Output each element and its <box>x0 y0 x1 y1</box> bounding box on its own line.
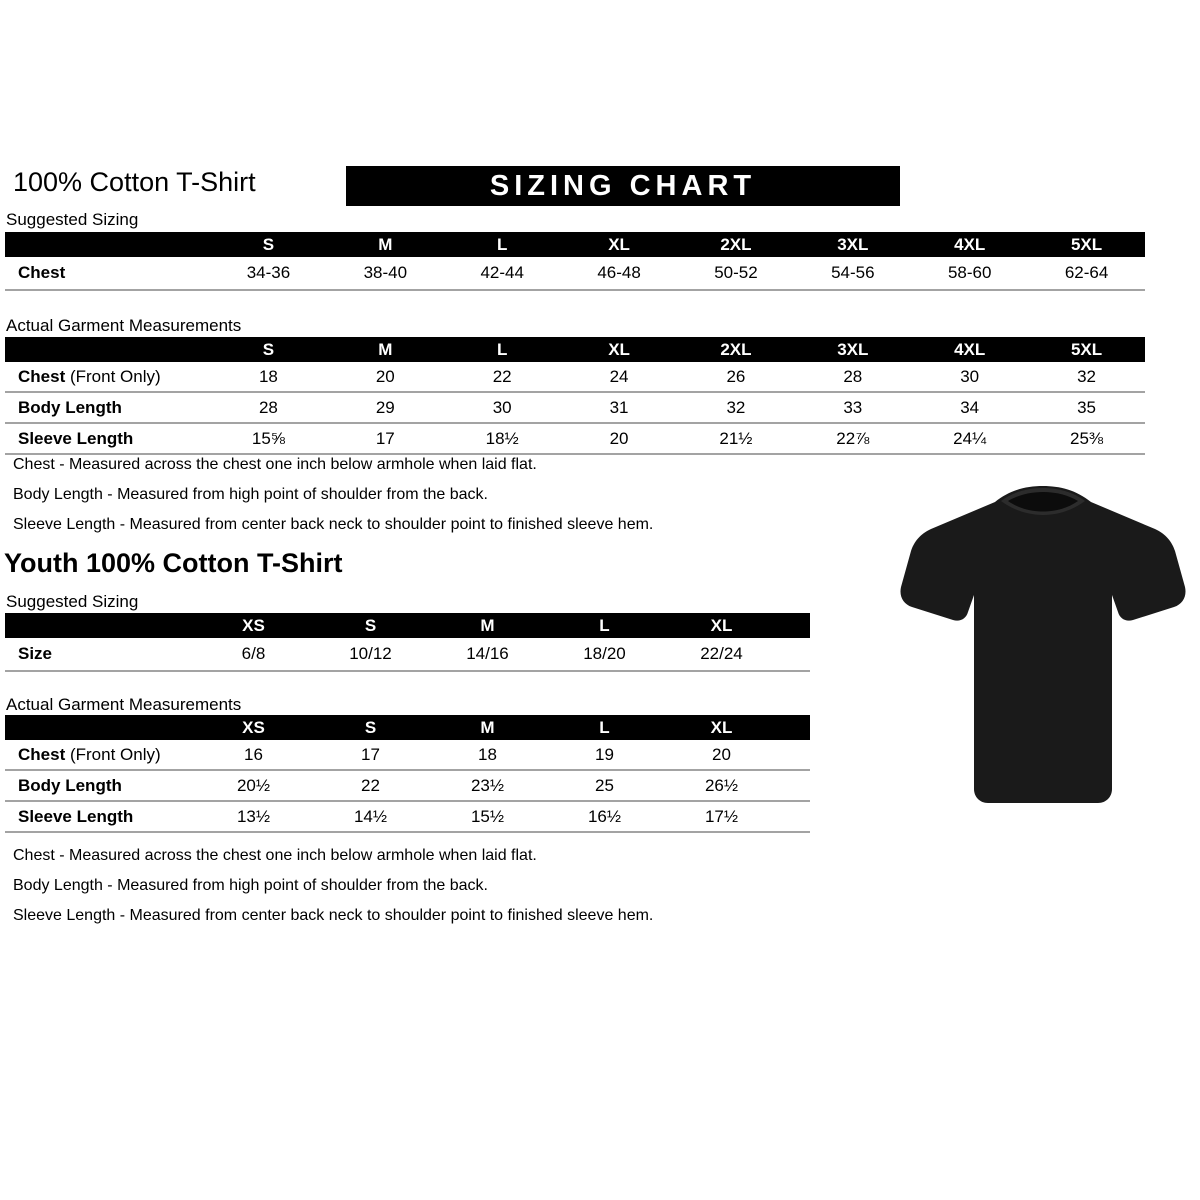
size-header-row <box>5 715 810 740</box>
size-header-row <box>5 337 1145 362</box>
tshirt-graphic <box>898 477 1188 817</box>
measurement-note: Sleeve Length - Measured from center back neck to shoulder point to finished sleeve hem. <box>13 907 654 924</box>
cell: 22⅞ <box>794 423 911 454</box>
cell: 22/24 <box>663 638 780 671</box>
measurement-note: Body Length - Measured from high point of shoulder from the back. <box>13 486 488 503</box>
cell <box>780 638 810 671</box>
cell: 21½ <box>678 423 795 454</box>
cell: 18 <box>210 362 327 392</box>
row-label <box>5 770 195 801</box>
cell: 25 <box>546 770 663 801</box>
row-label-bold: Sleeve Length <box>18 428 134 448</box>
size-col-header: 2XL <box>678 232 795 257</box>
size-col-header: XL <box>663 613 780 638</box>
size-col-header: XS <box>195 715 312 740</box>
cell: 58-60 <box>911 257 1028 290</box>
sizing-chart-banner: SIZING CHART <box>346 166 900 206</box>
measurement-note: Chest - Measured across the chest one inch below armhole when laid flat. <box>13 456 537 473</box>
cell: 28 <box>210 392 327 423</box>
row-label-bold: Size <box>18 644 53 663</box>
size-col-header: L <box>546 613 663 638</box>
cell: 33 <box>794 392 911 423</box>
cell: 31 <box>561 392 678 423</box>
row-label-bold: Chest <box>18 263 66 282</box>
cell: 23½ <box>429 770 546 801</box>
size-col-header: XL <box>663 715 780 740</box>
cell <box>780 801 810 832</box>
header-spacer <box>5 715 195 740</box>
size-col-header: 4XL <box>911 337 1028 362</box>
size-col-header: 3XL <box>794 232 911 257</box>
size-col-header: L <box>546 715 663 740</box>
size-col-header: M <box>327 232 444 257</box>
size-col-header: S <box>312 613 429 638</box>
adult-section-title: 100% Cotton T-Shirt <box>13 167 256 197</box>
size-col-header: XL <box>561 337 678 362</box>
cell: 20 <box>327 362 444 392</box>
size-col-header: XS <box>195 613 312 638</box>
size-col-header: 4XL <box>911 232 1028 257</box>
youth-suggested-table <box>5 613 810 672</box>
row-label-bold: Chest <box>18 744 66 764</box>
cell: 34-36 <box>210 257 327 290</box>
measurement-note: Sleeve Length - Measured from center back neck to shoulder point to finished sleeve hem. <box>13 516 654 533</box>
adult-actual-label: Actual Garment Measurements <box>6 316 242 335</box>
measurement-note: Body Length - Measured from high point of shoulder from the back. <box>13 877 488 894</box>
cell: 6/8 <box>195 638 312 671</box>
size-col-header: 5XL <box>1028 337 1145 362</box>
cell: 20½ <box>195 770 312 801</box>
cell: 46-48 <box>561 257 678 290</box>
youth-suggested-label: Suggested Sizing <box>6 592 139 611</box>
cell: 35 <box>1028 392 1145 423</box>
size-col-header: L <box>444 232 561 257</box>
youth-section-title: Youth 100% Cotton T-Shirt <box>4 548 343 578</box>
cell: 25⅜ <box>1028 423 1145 454</box>
header-spacer <box>5 337 210 362</box>
youth-actual-label: Actual Garment Measurements <box>6 695 242 714</box>
row-label <box>5 392 210 423</box>
cell: 10/12 <box>312 638 429 671</box>
size-col-header: XL <box>561 232 678 257</box>
cell: 30 <box>444 392 561 423</box>
size-col-header: 5XL <box>1028 232 1145 257</box>
size-header-row <box>5 613 810 638</box>
row-label-suffix: (Front Only) <box>65 744 161 764</box>
cell <box>780 770 810 801</box>
size-col-header: S <box>312 715 429 740</box>
size-col-header: S <box>210 232 327 257</box>
row-label <box>5 362 210 392</box>
size-col-header: 2XL <box>678 337 795 362</box>
size-col-header: M <box>429 613 546 638</box>
cell: 14½ <box>312 801 429 832</box>
adult-suggested-label: Suggested Sizing <box>6 210 139 229</box>
size-col-header: 3XL <box>794 337 911 362</box>
cell: 17 <box>312 740 429 770</box>
table-row <box>5 801 810 832</box>
cell: 42-44 <box>444 257 561 290</box>
adult-actual-table <box>5 337 1145 455</box>
tshirt-body <box>900 486 1185 803</box>
youth-measurement-notes <box>13 841 653 931</box>
header-spacer <box>5 613 195 638</box>
cell: 20 <box>561 423 678 454</box>
row-label-bold: Chest <box>18 366 66 386</box>
table-row <box>5 740 810 770</box>
cell: 24 <box>561 362 678 392</box>
row-label <box>5 740 195 770</box>
size-col-header: L <box>444 337 561 362</box>
row-label-bold: Sleeve Length <box>18 806 134 826</box>
cell: 26 <box>678 362 795 392</box>
size-col-header: M <box>327 337 444 362</box>
header-spacer <box>780 715 810 740</box>
cell: 18 <box>429 740 546 770</box>
cell: 32 <box>1028 362 1145 392</box>
table-row <box>5 257 1145 290</box>
size-col-header: S <box>210 337 327 362</box>
row-label-bold: Body Length <box>18 397 122 417</box>
cell: 24¼ <box>911 423 1028 454</box>
cell: 20 <box>663 740 780 770</box>
cell: 26½ <box>663 770 780 801</box>
row-label <box>5 801 195 832</box>
cell: 50-52 <box>678 257 795 290</box>
cell: 54-56 <box>794 257 911 290</box>
cell: 32 <box>678 392 795 423</box>
header-spacer <box>780 613 810 638</box>
row-label-bold: Body Length <box>18 775 122 795</box>
cell <box>780 740 810 770</box>
cell: 15½ <box>429 801 546 832</box>
measurement-note: Chest - Measured across the chest one inch below armhole when laid flat. <box>13 847 537 864</box>
cell: 28 <box>794 362 911 392</box>
cell: 16 <box>195 740 312 770</box>
youth-actual-table <box>5 715 810 833</box>
cell: 19 <box>546 740 663 770</box>
table-row <box>5 638 810 671</box>
table-row <box>5 362 1145 392</box>
table-row <box>5 770 810 801</box>
row-label <box>5 638 195 671</box>
adult-measurement-notes <box>13 450 653 540</box>
cell: 17½ <box>663 801 780 832</box>
cell: 22 <box>312 770 429 801</box>
table-row <box>5 392 1145 423</box>
cell: 34 <box>911 392 1028 423</box>
cell: 17 <box>327 423 444 454</box>
cell: 30 <box>911 362 1028 392</box>
size-header-row <box>5 232 1145 257</box>
row-label <box>5 257 210 290</box>
cell: 15⅝ <box>210 423 327 454</box>
tshirt-product-image <box>898 477 1188 817</box>
cell: 62-64 <box>1028 257 1145 290</box>
row-label-suffix: (Front Only) <box>65 366 161 386</box>
cell: 22 <box>444 362 561 392</box>
cell: 14/16 <box>429 638 546 671</box>
cell: 29 <box>327 392 444 423</box>
cell: 13½ <box>195 801 312 832</box>
size-col-header: M <box>429 715 546 740</box>
cell: 18/20 <box>546 638 663 671</box>
header-spacer <box>5 232 210 257</box>
adult-suggested-table <box>5 232 1145 291</box>
cell: 18½ <box>444 423 561 454</box>
cell: 16½ <box>546 801 663 832</box>
cell: 38-40 <box>327 257 444 290</box>
